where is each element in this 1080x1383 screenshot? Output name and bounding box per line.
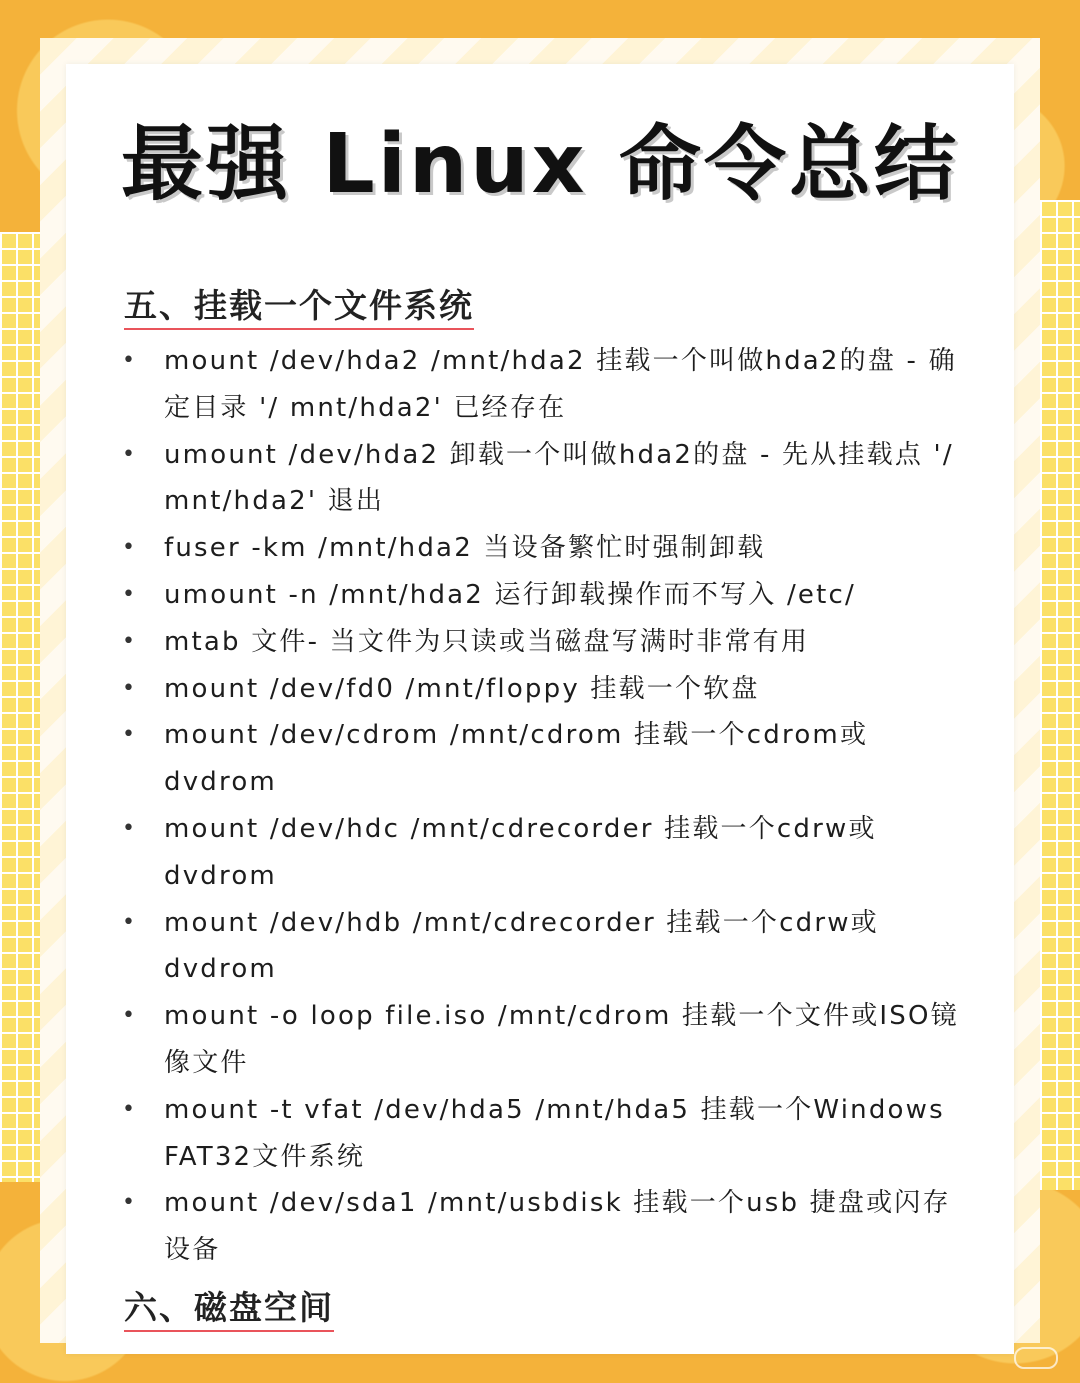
right-grid-decoration bbox=[1040, 200, 1080, 1190]
mount-command-list bbox=[116, 338, 966, 1274]
list-item bbox=[116, 1180, 966, 1274]
bullet-icon: • bbox=[122, 581, 138, 607]
list-item bbox=[116, 900, 966, 994]
bullet-icon: • bbox=[122, 909, 138, 935]
bullet-icon: • bbox=[122, 1190, 138, 1216]
list-item-text: umount /dev/hda2 卸载一个叫做hda2的盘 - 先从挂载点 '/ mnt/hda2' 退出 bbox=[164, 439, 954, 517]
bullet-icon: • bbox=[122, 815, 138, 841]
watermark-badge-icon bbox=[1014, 1347, 1058, 1369]
list-item-text: mtab 文件- 当文件为只读或当磁盘写满时非常有用 bbox=[164, 626, 810, 657]
list-item bbox=[116, 338, 966, 432]
list-item-text: mount -o loop file.iso /mnt/cdrom 挂载一个文件或ISO镜像文件 bbox=[164, 1001, 959, 1078]
bullet-icon: • bbox=[122, 348, 138, 373]
section-heading-mount: 五、挂载一个文件系统 bbox=[124, 286, 474, 330]
bullet-icon: • bbox=[122, 675, 138, 701]
section-heading-disk-space: 六、磁盘空间 bbox=[124, 1288, 334, 1332]
list-item bbox=[116, 666, 966, 713]
bullet-icon: • bbox=[122, 722, 138, 748]
bullet-icon: • bbox=[122, 628, 138, 654]
bullet-icon: • bbox=[122, 535, 138, 561]
bullet-icon: • bbox=[122, 1096, 138, 1122]
left-grid-decoration bbox=[0, 232, 40, 1182]
list-item-text: umount -n /mnt/hda2 运行卸载操作而不写入 /etc/ bbox=[164, 579, 856, 610]
list-item bbox=[116, 432, 966, 526]
list-item-text: mount /dev/hdc /mnt/cdrecorder 挂载一个cdrw或dvdrom bbox=[164, 813, 877, 891]
list-item-text: mount /dev/sda1 /mnt/usbdisk 挂载一个usb 捷盘或闪存设备 bbox=[164, 1188, 951, 1266]
list-item-text: mount /dev/cdrom /mnt/cdrom 挂载一个cdrom或dvdrom bbox=[164, 720, 869, 798]
bullet-icon: • bbox=[122, 1003, 138, 1029]
list-item bbox=[116, 1087, 966, 1181]
list-item-text: mount /dev/hdb /mnt/cdrecorder 挂载一个cdrw或dvdrom bbox=[164, 907, 879, 985]
list-item-text: mount -t vfat /dev/hda5 /mnt/hda5 挂载一个Windows FAT32文件系统 bbox=[164, 1094, 945, 1172]
list-item bbox=[116, 806, 966, 900]
list-item bbox=[116, 619, 966, 666]
list-item bbox=[116, 572, 966, 619]
list-item bbox=[116, 993, 966, 1087]
list-item-text: fuser -km /mnt/hda2 当设备繁忙时强制卸载 bbox=[164, 533, 766, 564]
page-title: 最强 Linux 命令总结 bbox=[120, 117, 960, 212]
list-item bbox=[116, 525, 966, 572]
list-item-text: mount /dev/hda2 /mnt/hda2 挂载一个叫做hda2的盘 - 确定目录 '/ mnt/hda2' 已经存在 bbox=[164, 346, 957, 423]
list-item bbox=[116, 712, 966, 806]
list-item-text: mount /dev/fd0 /mnt/floppy 挂载一个软盘 bbox=[164, 673, 760, 704]
bullet-icon: • bbox=[122, 441, 138, 467]
